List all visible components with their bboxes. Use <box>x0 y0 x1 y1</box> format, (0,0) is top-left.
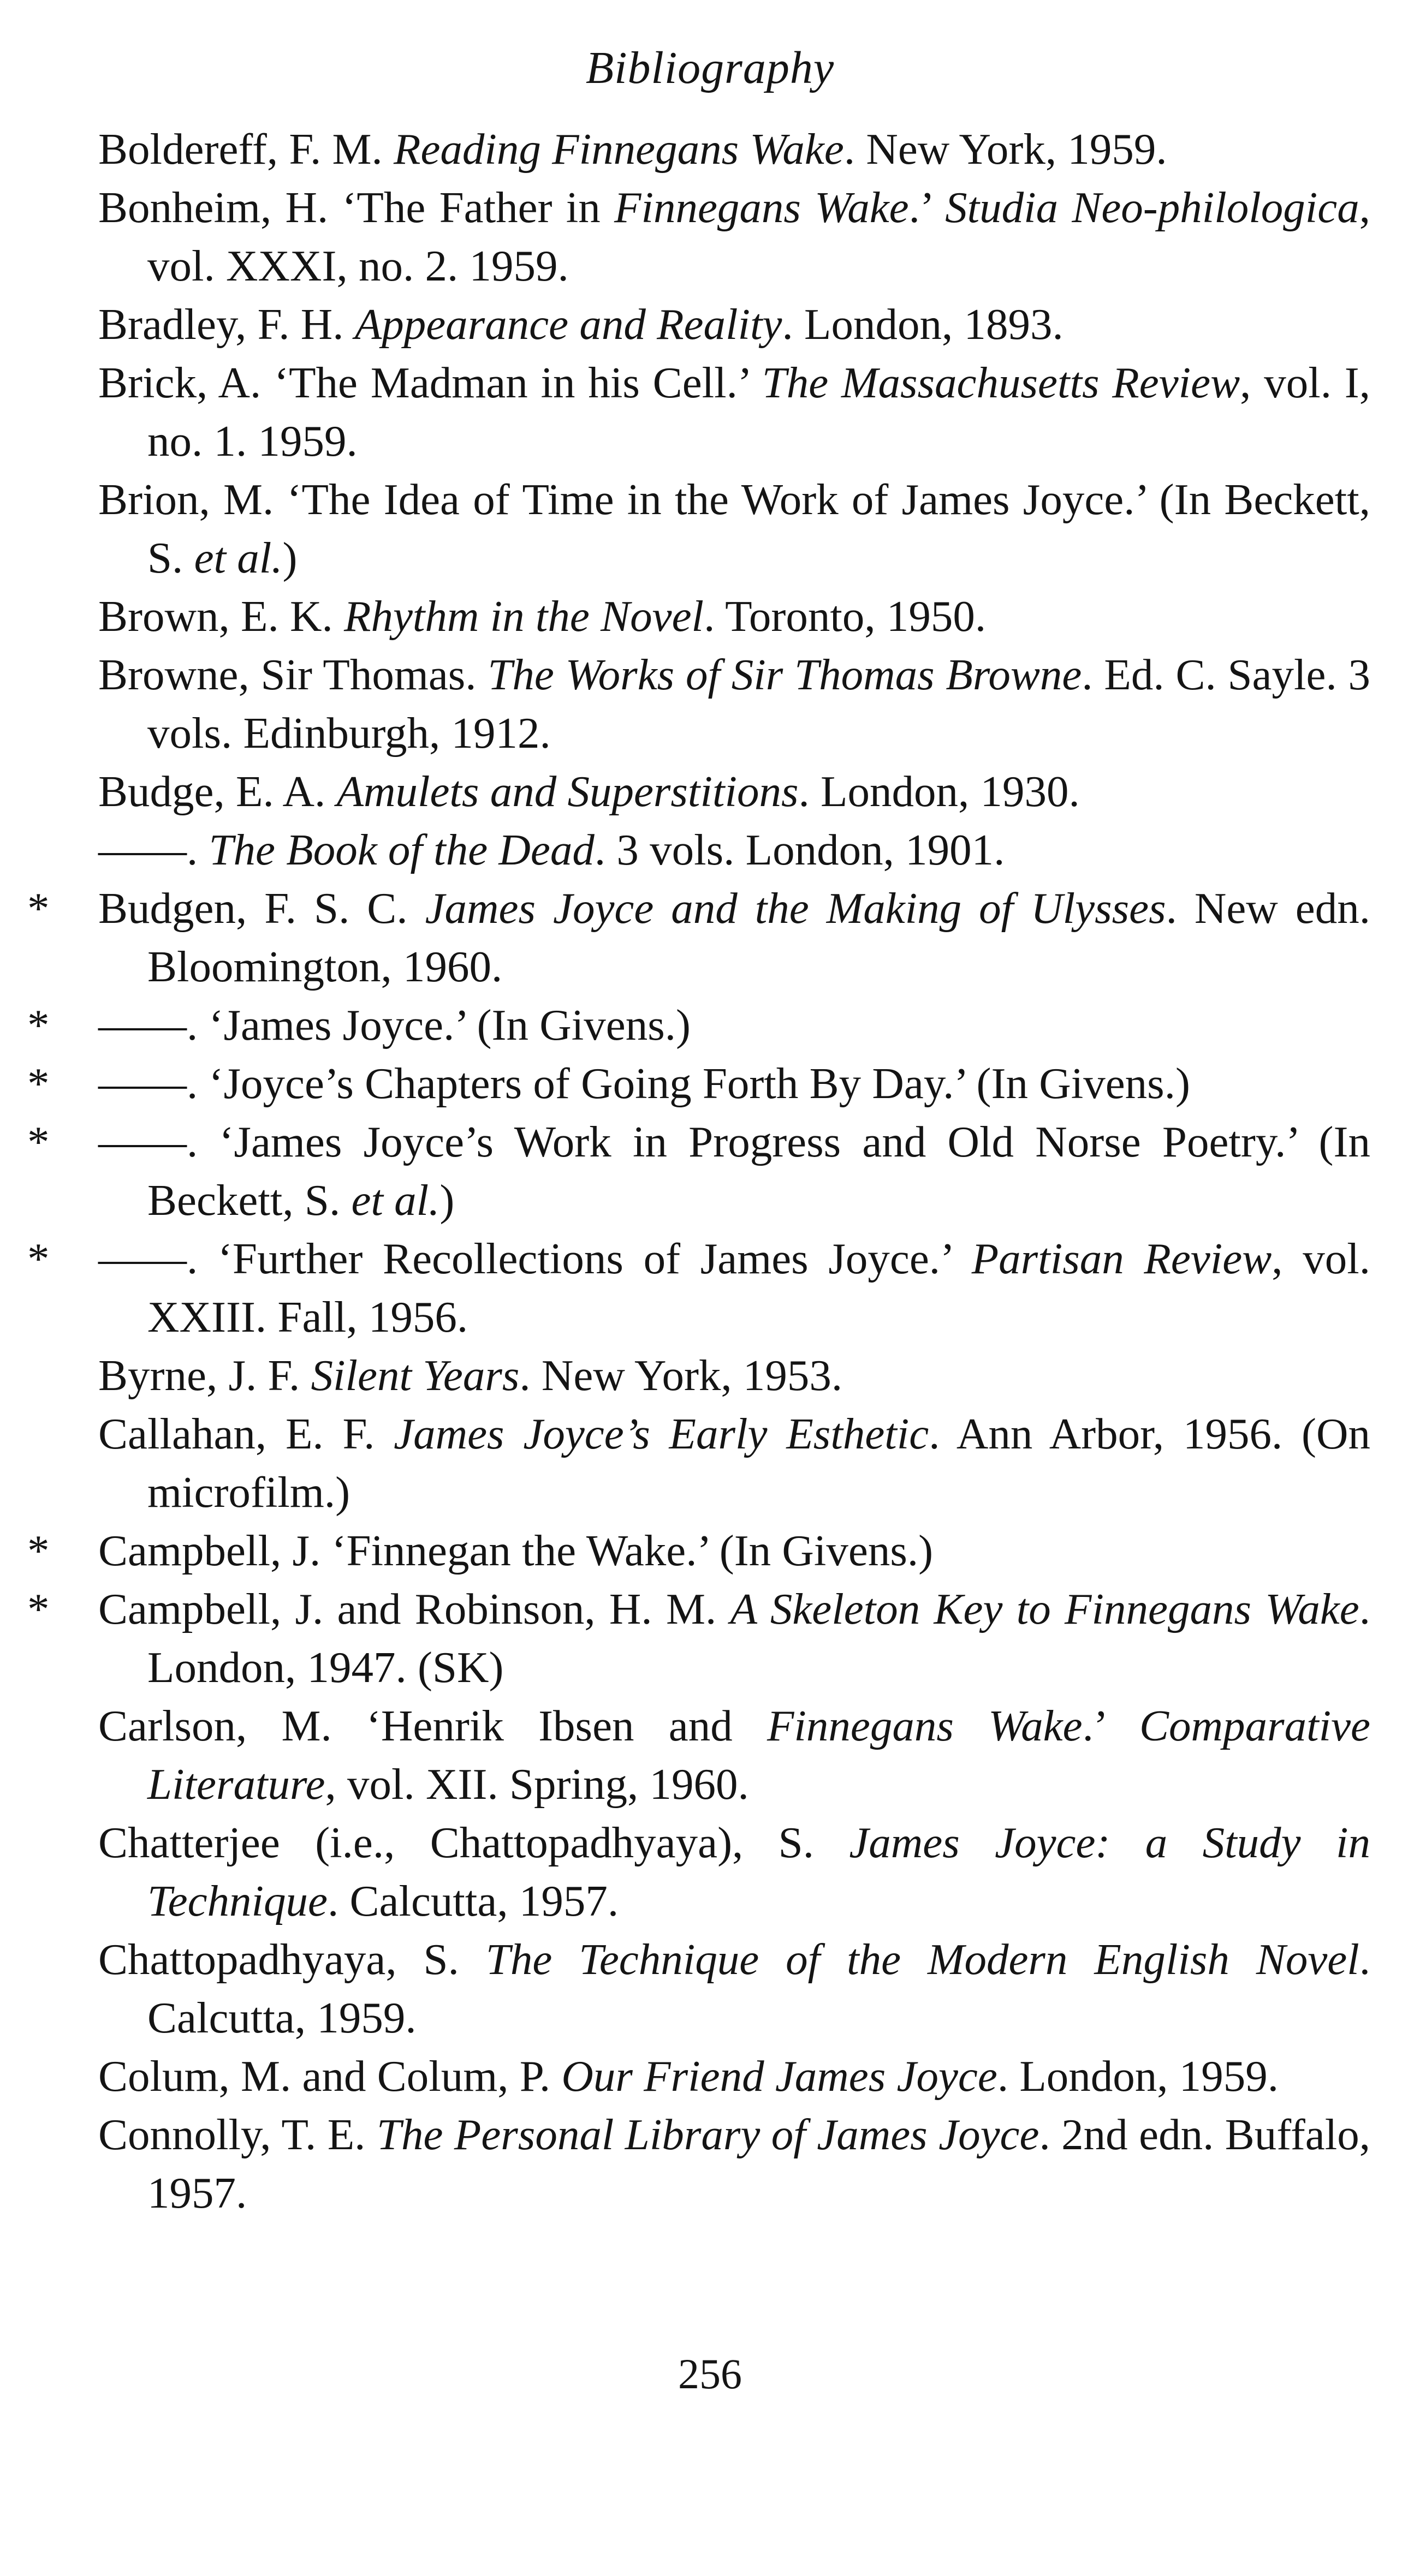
bibliography-entry <box>98 587 1370 646</box>
entry-text: ——. <box>98 825 209 874</box>
bibliography-entry: * ——. ‘James Joyce.’ (In Givens.) <box>27 1000 691 1050</box>
entry-title-italic: James Joyce’s Early Esthetic <box>394 1409 929 1458</box>
entry-text: Budge, E. A. <box>98 767 337 816</box>
entry-title-italic: Finnegans Wake <box>767 1701 1083 1750</box>
bibliography-entry: * ——. ‘Further Recollections of James Joyce.’ Partisan Review, vol. XXIII. Fall, 1956. <box>27 1234 1370 1341</box>
entry-text: . Calcutta, 1959. <box>147 1935 1371 2042</box>
entry-title-italic: The Massachusetts Review <box>762 358 1240 407</box>
entry-text: Byrne, J. F. <box>98 1351 311 1400</box>
bibliography-entry <box>98 646 1370 762</box>
entry-text: . London, 1947. (SK) <box>147 1584 1370 1692</box>
entry-text: Connolly, T. E. <box>98 2110 377 2159</box>
page-number: 256 <box>678 2350 742 2398</box>
entry-text: . London, 1930. <box>798 767 1080 816</box>
entry-title-italic: Appearance and Reality <box>354 300 782 349</box>
bibliography-entry: * ——. ‘Joyce’s Chapters of Going Forth By Day.’ (In Givens.) <box>27 1059 1190 1108</box>
entry-text: ——. ‘James Joyce.’ (In Givens.) <box>98 1000 691 1050</box>
bibliography-entry: * Budgen, F. S. C. James Joyce and the Making of Ulysses. New edn. Bloomington, 1960. <box>27 884 1370 991</box>
bibliography-entry <box>98 295 1370 354</box>
bibliography-entry <box>98 1346 1370 1405</box>
entry-title-italic: The Book of the Dead <box>209 825 595 874</box>
entry-title-italic: James Joyce and the Making of Ulysses <box>425 884 1166 933</box>
entry-text: Bonheim, H. ‘The Father in <box>98 183 614 232</box>
bibliography-entry <box>98 1697 1370 1814</box>
entry-title-italic: et al. <box>351 1176 440 1225</box>
bibliography-entry: * Campbell, J. ‘Finnegan the Wake.’ (In Givens.) <box>27 1526 934 1575</box>
entry-title-italic: Rhythm in the Novel <box>343 592 704 641</box>
bibliography-entry <box>98 821 1370 879</box>
running-header: Bibliography <box>585 43 835 93</box>
entry-title-italic: Reading Finnegans Wake <box>393 124 844 174</box>
entry-title-italic: The Personal Library of James Joyce <box>376 2110 1039 2159</box>
bibliography-entry <box>98 2047 1370 2106</box>
entry-text: Carlson, M. ‘Henrik Ibsen and <box>98 1701 767 1750</box>
entry-text: . London, 1959. <box>997 2052 1279 2101</box>
entry-text: Budgen, F. S. C. <box>98 884 425 933</box>
entry-text: ——. ‘Further Recollections of James Joyce.’ <box>98 1234 972 1283</box>
entry-text: Campbell, J. and Robinson, H. M. <box>98 1584 730 1633</box>
entry-text: . Ed. C. Sayle. 3 vols. Edinburgh, 1912. <box>147 650 1371 758</box>
entry-text: Chattopadhyaya, S. <box>98 1935 486 1984</box>
bibliography-entry <box>98 1930 1370 2047</box>
bibliography-entry: * ——. ‘James Joyce’s Work in Progress and Old Norse Poetry.’ (In Beckett, S. et al.) <box>27 1117 1370 1225</box>
entry-text: ——. ‘James Joyce’s Work in Progress and Old Norse Poetry.’ (In Beckett, S. <box>98 1117 1370 1225</box>
entry-title-italic: The Technique of the Modern English Novel <box>485 1935 1359 1984</box>
entry-text: , vol. XII. Spring, 1960. <box>325 1760 749 1809</box>
entry-text: ) <box>439 1176 455 1225</box>
entry-text: Colum, M. and Colum, P. <box>98 2052 562 2101</box>
entry-title-italic: Studia Neo-philologica <box>945 183 1359 232</box>
bibliography-entry <box>98 2106 1370 2222</box>
entry-text: Brown, E. K. <box>98 592 344 641</box>
entry-title-italic: James Joyce: a Study in Technique <box>147 1818 1370 1925</box>
entry-text: Brion, M. ‘The Idea of Time in the Work of James Joyce.’ (In Beckett, S. <box>98 475 1370 582</box>
entry-text: Browne, Sir Thomas. <box>98 650 488 699</box>
entry-title-italic: Finnegans Wake <box>614 183 909 232</box>
entry-title-italic: The Works of Sir Thomas Browne <box>488 650 1082 699</box>
entry-text: ) <box>282 533 298 582</box>
entry-title-italic: Amulets and Superstitions <box>336 767 799 816</box>
bibliography-entry <box>98 178 1370 295</box>
entry-text: . Calcutta, 1957. <box>327 1876 619 1925</box>
entry-text: Chatterjee (i.e., Chattopadhyaya), S. <box>98 1818 849 1867</box>
bibliography-entry <box>98 120 1370 178</box>
bibliography-entry <box>98 1814 1370 1930</box>
entry-text: .’ <box>908 183 946 232</box>
entry-text: Callahan, E. F. <box>98 1409 394 1458</box>
entry-text: . Toronto, 1950. <box>704 592 987 641</box>
entry-text: , vol. I, no. 1. 1959. <box>147 358 1370 466</box>
entry-text: Bradley, F. H. <box>98 300 355 349</box>
bibliography-entry <box>98 762 1370 821</box>
bibliography-entry: * Campbell, J. and Robinson, H. M. A Skeleton Key to Finnegans Wake. London, 1947. (SK) <box>27 1584 1370 1692</box>
entry-text: . 2nd edn. Buffalo, 1957. <box>147 2110 1370 2217</box>
bibliography-entry <box>98 470 1370 587</box>
bibliography-list <box>27 120 1371 2222</box>
entry-text: Boldereff, F. M. <box>98 124 394 174</box>
entry-text: . New edn. Bloomington, 1960. <box>147 884 1370 991</box>
entry-text: ——. ‘Joyce’s Chapters of Going Forth By Day.’ (In Givens.) <box>98 1059 1190 1108</box>
bibliography-entry <box>98 1405 1370 1522</box>
entry-title-italic: A Skeleton Key to Finnegans Wake <box>730 1584 1359 1633</box>
entry-title-italic: et al. <box>194 533 283 582</box>
bibliography-entry <box>98 354 1370 470</box>
entry-text: Brick, A. ‘The Madman in his Cell.’ <box>98 358 762 407</box>
entry-title-italic: Comparative Literature <box>147 1701 1370 1809</box>
entry-text: . London, 1893. <box>782 300 1063 349</box>
entry-text: . 3 vols. London, 1901. <box>594 825 1005 874</box>
entry-text: .’ <box>1082 1701 1140 1750</box>
entry-text: . New York, 1953. <box>519 1351 843 1400</box>
entry-title-italic: Silent Years <box>311 1351 520 1400</box>
entry-title-italic: Partisan Review <box>971 1234 1272 1283</box>
entry-text: . Ann Arbor, 1956. (On microfilm.) <box>147 1409 1370 1517</box>
entry-title-italic: Our Friend James Joyce <box>561 2052 997 2101</box>
entry-text: , vol. XXIII. Fall, 1956. <box>147 1234 1370 1341</box>
entry-text: , vol. XXXI, no. 2. 1959. <box>147 183 1370 290</box>
entry-text: Campbell, J. ‘Finnegan the Wake.’ (In Givens.) <box>98 1526 934 1575</box>
entry-text: . New York, 1959. <box>843 124 1167 174</box>
